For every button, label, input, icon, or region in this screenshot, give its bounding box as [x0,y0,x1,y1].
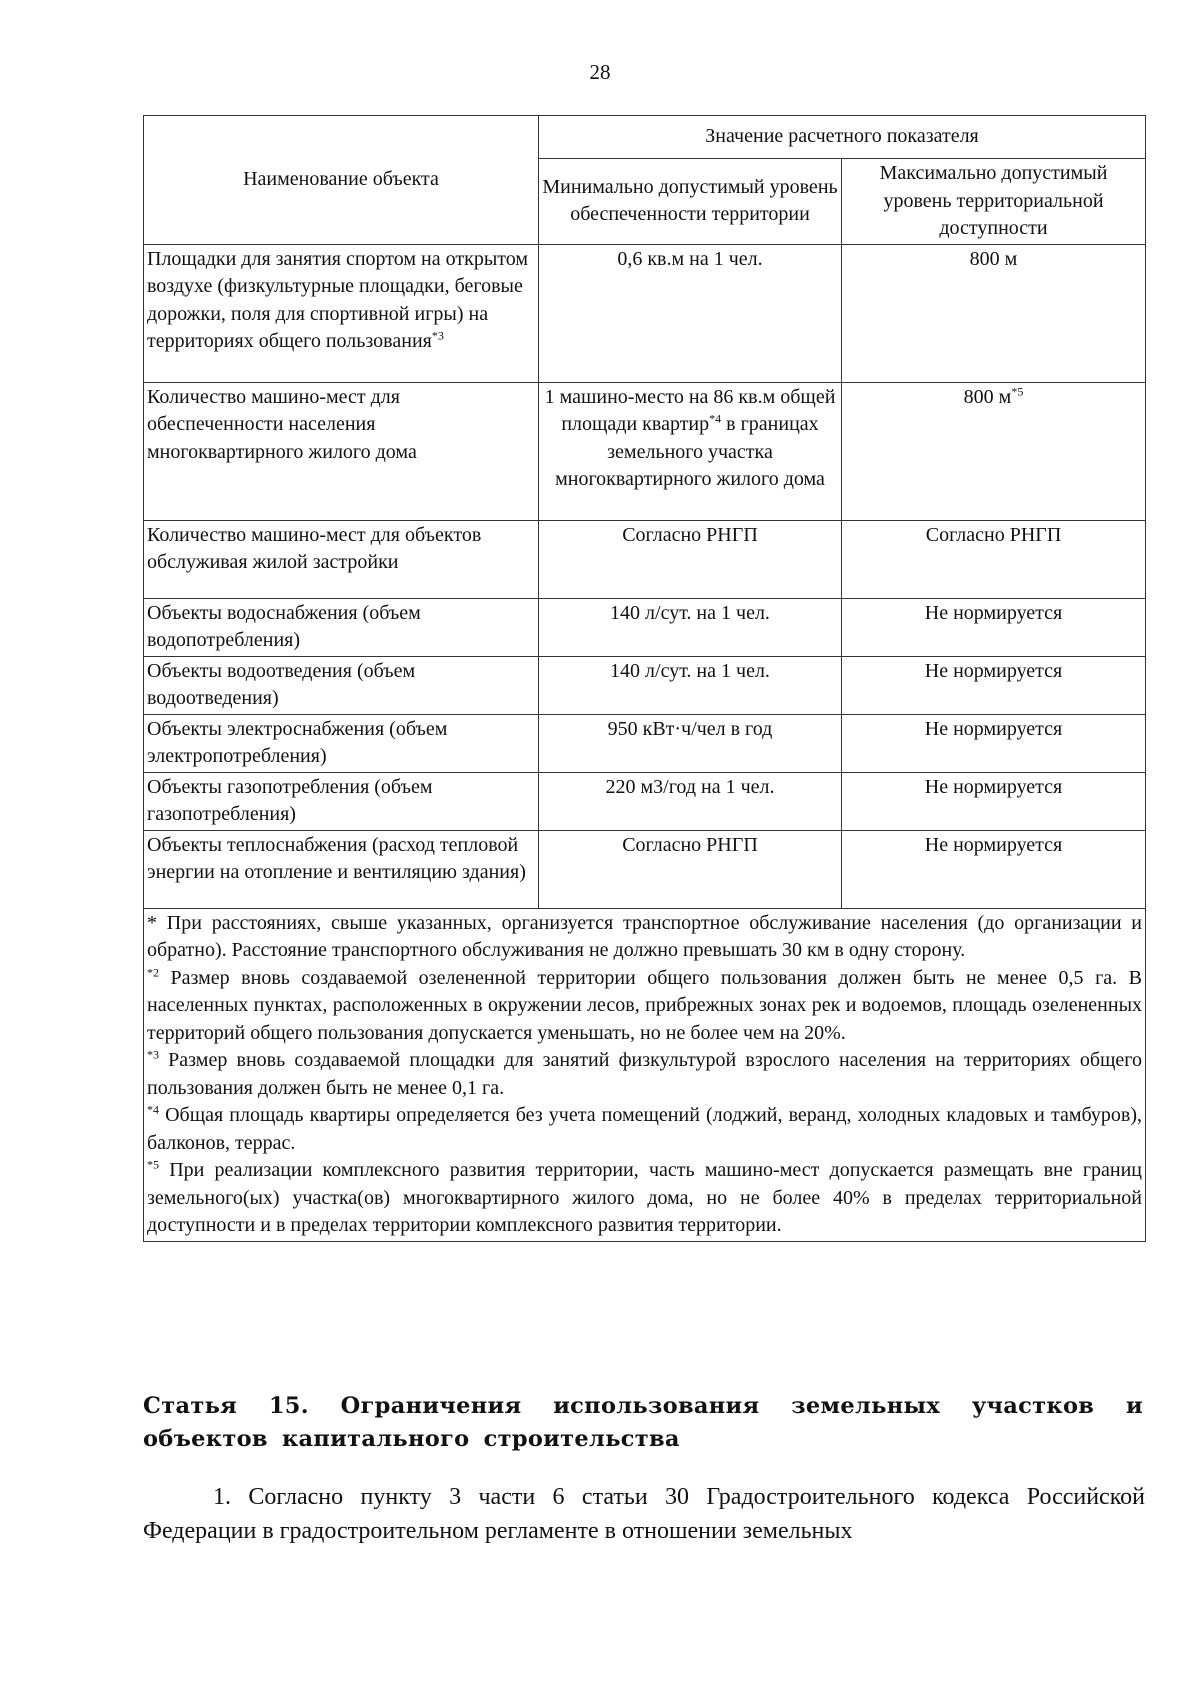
row-name-cell: Объекты водоснабжения (объем водопотребления) [144,598,539,656]
row-min-cell: Согласно РНГП [539,520,842,598]
header-min-level: Минимально допустимый уровень обеспеченности территории [539,159,842,245]
row-min-cell: 950 кВт·ч/чел в год [539,714,842,772]
row-name-cell: Площадки для занятия спортом на открытом воздухе (физкультурные площадки, беговые дорожки, поля для спортивной игры) на территориях общего пользования$^{*3}$ [144,244,539,382]
table-row [144,598,1146,656]
row-name-cell: Объекты теплоснабжения (расход тепловой энергии на отопление и вентиляцию здания) [144,830,539,908]
row-min-cell: 140 л/сут. на 1 чел. [539,656,842,714]
row-min-cell: 140 л/сут. на 1 чел. [539,598,842,656]
row-name-cell: Количество машино-мест для обеспеченности населения многоквартирного жилого дома [144,382,539,520]
row-max-cell: Не нормируется [842,772,1146,830]
row-max-cell: Согласно РНГП [842,520,1146,598]
article-paragraph: 1. Согласно пункту 3 части 6 статьи 30 Градостроительного кодекса Российской Федерации в градостроительном регламенте в отношении земельных [143,1484,1145,1544]
row-max-cell: 800 $м^{*5}$ [842,382,1146,520]
footnote: $^{*4}$ Общая площадь квартиры определяется без учета помещений (лоджий, веранд, холодных кладовых и тамбуров), балконов, террас. [147,1102,1143,1154]
row-max-cell: Не нормируется [842,598,1146,656]
header-indicator-value: Значение расчетного показателя [539,116,1146,159]
row-name-cell: Объекты электроснабжения (объем электропотребления) [144,714,539,772]
row-max-cell: 800 м [842,244,1146,382]
norms-table [143,115,1146,1242]
table-row [144,714,1146,772]
table-row [144,382,1146,520]
page-number: 28 [589,60,611,84]
row-min-cell: 0,6 кв.м на 1 чел. [539,244,842,382]
row-min-cell: 1 машино-место на 86 кв.м общей площади квартир$^{*4}$ в границах земельного участка многоквартирного жилого дома [539,382,842,520]
footnote: $^{*2}$ Размер вновь создаваемой озелененной территории общего пользования должен быть не менее 0,5 га. В населенных пунктах, расположенных в окружении лесов, прибрежных зонах рек и водоемов, площадь озелененных территорий общего пользования допускается уменьшать, но не более чем на 20%. [147,964,1143,1044]
row-name-cell: Объекты водоотведения (объем водоотведения) [144,656,539,714]
table-row [144,830,1146,908]
table-row [144,772,1146,830]
row-name-cell: Объекты газопотребления (объем газопотребления) [144,772,539,830]
footnotes-row [144,908,1146,1241]
row-name-cell: Количество машино-мест для объектов обслуживая жилой застройки [144,520,539,598]
row-min-cell: Согласно РНГП [539,830,842,908]
table-row [144,520,1146,598]
header-object-name: Наименование объекта [144,116,539,245]
table-row [144,244,1146,382]
footnote: * При расстояниях, свыше указанных, организуется транспортное обслуживание населения (до организации и обратно). Расстояние транспортного обслуживания не должно превышать 30 км в одну сторону. [147,911,1143,961]
row-max-cell: Не нормируется [842,714,1146,772]
table-row [144,656,1146,714]
footnote: $^{*5}$ При реализации комплексного развития территории, часть машино-мест допускается размещать вне границ земельного(ых) участка(ов) многоквартирного жилого дома, но не более 40% в пределах территориальной доступности и в пределах территории комплексного развития территории. [147,1157,1143,1236]
header-max-level: Максимально допустимый уровень территориальной доступности [842,159,1146,245]
row-max-cell: Не нормируется [842,830,1146,908]
article-title: Статья 15. Ограничения использования земельных участков и объектов капитального строительства [143,1393,1143,1452]
footnote: $^{*3}$ Размер вновь создаваемой площадки для занятий физкультурой взрослого населения на территориях общего пользования должен быть не менее 0,1 га. [147,1047,1143,1099]
row-min-cell: 220 м3/год на 1 чел. [539,772,842,830]
row-max-cell: Не нормируется [842,656,1146,714]
footnotes-cell [144,908,1146,1241]
